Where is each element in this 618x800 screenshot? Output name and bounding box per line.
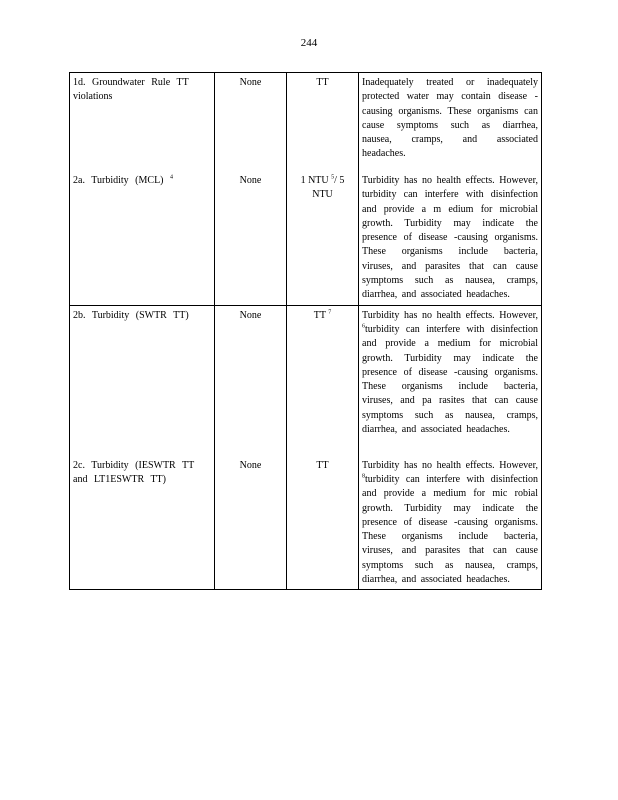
contaminant-cell xyxy=(70,73,215,306)
mcl-value: 1 NTU xyxy=(300,175,329,186)
table-row xyxy=(70,305,542,590)
contaminant-cell xyxy=(70,305,215,590)
mcl-value-secondary: / 5 NTU xyxy=(312,175,345,201)
mcl-cell xyxy=(287,73,359,306)
mclg-value: None xyxy=(239,459,262,471)
mclg-cell xyxy=(215,305,287,590)
mclg-value: None xyxy=(239,309,262,321)
contaminant-name: 2b. Turbidity (SWTR TT) xyxy=(73,309,189,321)
health-effects-text: Turbidity has no health effects. However, turbidity can interfere with disinfection and provide a m edium for microbial growth. Turbidity may indicate the presence of disease -causing organisms. These organisms include bacteria, viruses, and parasites that can cause symptoms such as nausea, cramps, diarrhea, and associated headaches. xyxy=(362,175,538,301)
health-effects-cell xyxy=(359,73,542,306)
mcl-value: TT xyxy=(316,77,329,88)
table-row xyxy=(70,73,542,306)
mcl-cell xyxy=(287,305,359,590)
mclg-value: None xyxy=(239,175,262,186)
contaminant-name: 2a. Turbidity (MCL) $^4$ xyxy=(73,174,174,186)
footnote-ref: 7 xyxy=(328,309,332,316)
mcl-value: TT xyxy=(313,309,326,321)
contaminant-name: 2c. Turbidity (IESWTR TT and LT1ESWTR TT) xyxy=(73,459,195,485)
health-effects-cell xyxy=(359,305,542,590)
page-number: 244 xyxy=(300,37,318,49)
footnote-ref: 5 xyxy=(331,174,335,181)
health-effects-text: Turbidity has no health effects. However, $^6$turbidity can interfere with disinfection and provide a medium for microbial growth. Turbidity may indicate the presence of disease -causing organisms. These organisms include bacteria, viruses, and pa rasites that can cause symptoms such as nausea, cramps, diarrhea, and associated headaches. xyxy=(362,309,538,436)
health-effects-text: Turbidity has no health effects. However, $^8$turbidity can interfere with disinfection and provide a medium for mic robial growth. Turbidity may indicate the presence of disease -causing organisms. These organisms include bacteria, viruses, and parasites that can cause symptoms such as nausea, cramps, diarrhea, and associated headaches. xyxy=(362,459,538,586)
contaminant-table xyxy=(69,72,542,590)
mclg-cell xyxy=(215,73,287,306)
footnote-ref: 4 xyxy=(170,174,174,181)
mclg-value: None xyxy=(239,77,262,88)
health-effects-text: Inadequately treated or inadequately protected water may contain disease -causing organisms. These organisms can cause symptoms such as diarrhea, nausea, cramps, and associated headaches. xyxy=(362,77,538,160)
footnote-ref: 6 xyxy=(362,323,365,330)
footnote-ref: 8 xyxy=(362,473,365,480)
contaminant-name: 1d. Groundwater Rule TT violations xyxy=(73,77,189,103)
mcl-value: TT xyxy=(316,459,329,471)
